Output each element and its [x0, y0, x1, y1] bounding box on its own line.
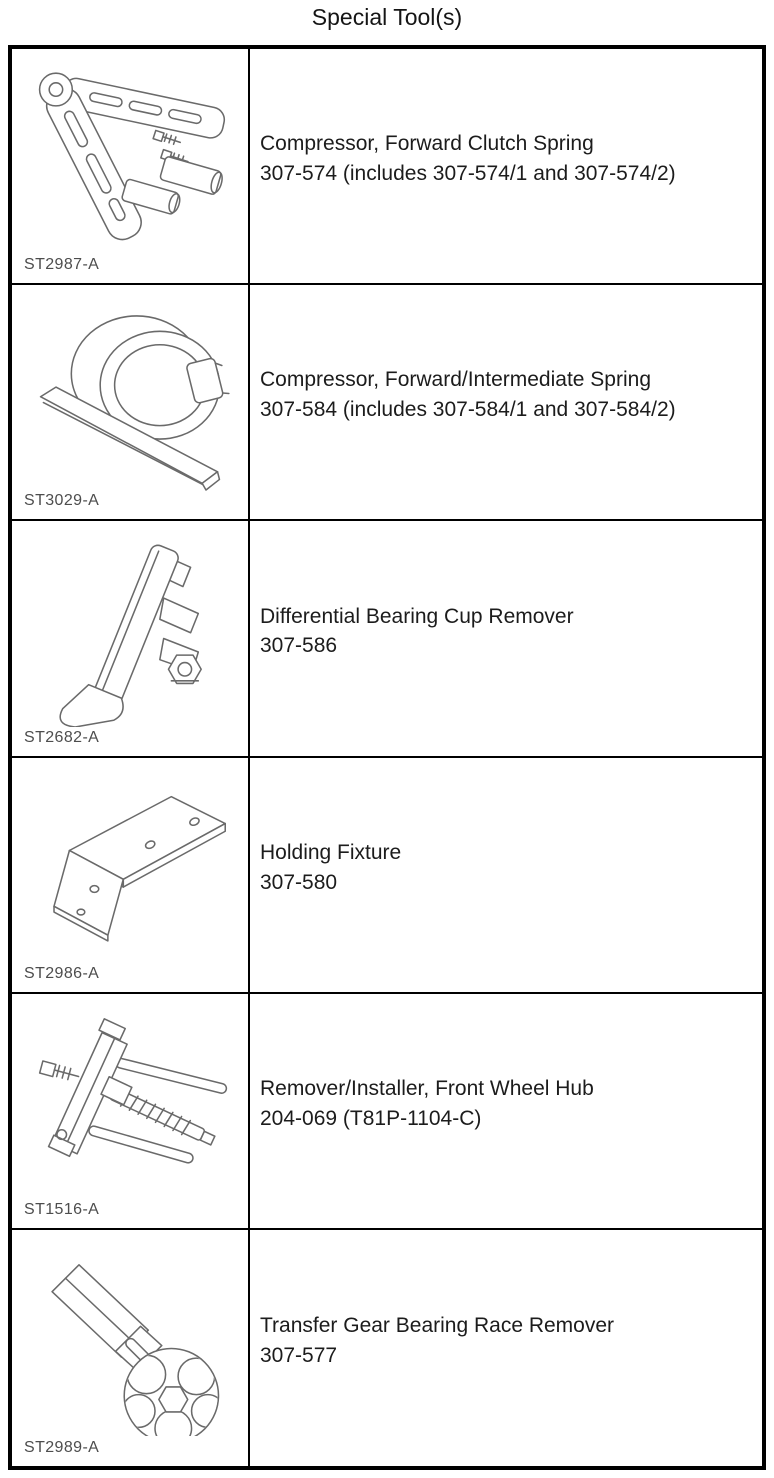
table-row [12, 758, 762, 994]
figure-label: ST1516-A [24, 1200, 100, 1218]
table-row [12, 521, 762, 757]
tool-number: 307-577 [260, 1343, 338, 1367]
tool-name: Compressor, Forward/Intermediate Spring [260, 368, 651, 392]
tool-name: Transfer Gear Bearing Race Remover [260, 1314, 615, 1338]
tool-description-cell [250, 994, 762, 1228]
angle-bracket-holding-fixture-illustration [16, 762, 244, 964]
tool-number: 204-069 (T81P-1104-C) [260, 1106, 482, 1130]
tool-description-cell [250, 285, 762, 519]
figure-cell [12, 49, 250, 283]
band-spring-compressor-illustration [16, 289, 244, 491]
bearing-cup-remover-illustration [16, 525, 244, 727]
figure-cell [12, 1230, 250, 1466]
front-wheel-hub-puller-illustration [16, 998, 244, 1200]
figure-label: ST2989-A [24, 1439, 100, 1456]
figure-cell [12, 521, 250, 755]
special-tools-table [8, 45, 766, 1470]
figure-label: ST2682-A [24, 728, 100, 746]
tool-name: Differential Bearing Cup Remover [260, 604, 574, 628]
figure-cell [12, 994, 250, 1228]
tool-number: 307-586 [260, 634, 338, 658]
tool-name: Compressor, Forward Clutch Spring [260, 132, 594, 156]
tool-number: 307-584 (includes 307-584/1 and 307-584/2) [260, 398, 676, 422]
table-row [12, 994, 762, 1230]
figure-label: ST2987-A [24, 256, 100, 274]
tool-description-cell [250, 521, 762, 755]
figure-cell [12, 285, 250, 519]
figure-label: ST2986-A [24, 964, 100, 982]
page-title: Special Tool(s) [311, 4, 463, 30]
tool-name: Holding Fixture [260, 840, 402, 864]
table-row [12, 49, 762, 285]
tool-description-cell [250, 1230, 762, 1466]
table-row [12, 285, 762, 521]
figure-cell [12, 758, 250, 992]
tool-description-cell [250, 49, 762, 283]
slotted-arm-spring-compressor-illustration [16, 53, 244, 255]
tool-name: Remover/Installer, Front Wheel Hub [260, 1076, 594, 1100]
table-row [12, 1230, 762, 1466]
tool-number: 307-580 [260, 870, 338, 894]
tool-number: 307-574 (includes 307-574/1 and 307-574/2) [260, 162, 676, 186]
bearing-race-remover-illustration [16, 1234, 244, 1436]
tool-description-cell [250, 758, 762, 992]
figure-label: ST3029-A [24, 492, 100, 510]
